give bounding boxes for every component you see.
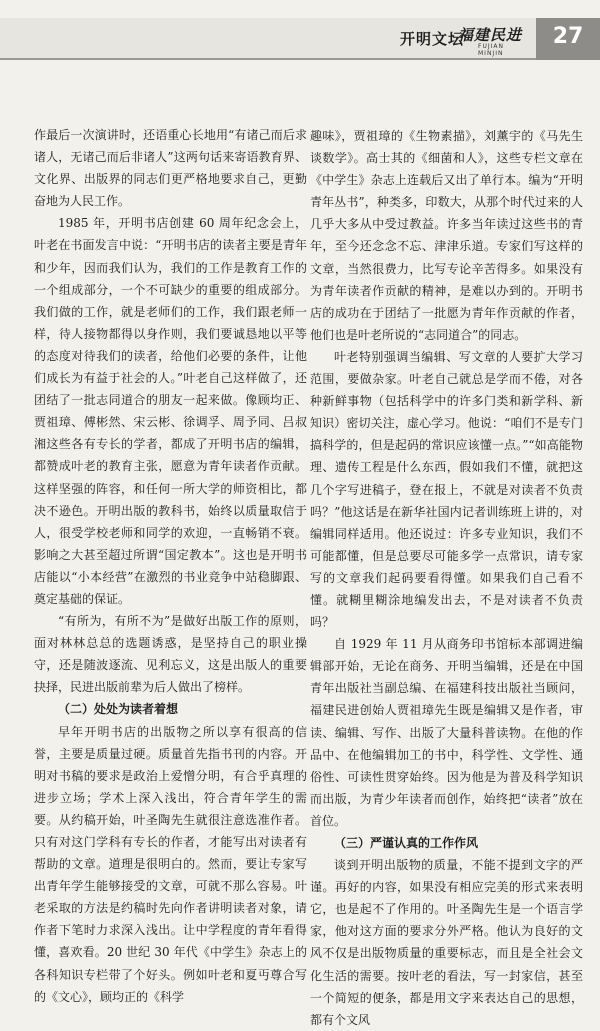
section-heading: （三）严谨认真的工作作风 (334, 836, 479, 850)
paragraph: 自 1929 年 11 月从商务印书馆标本部调进编辑部开始，无论在商务、开明当编辑，还是在中国青年出版社当副总编、在福建科技出版社当顾问，福建民进创始人贾祖璋先生既是编辑又是作者，审读、编辑、写作、出版了大量科普读物。在他的作品中、在他编辑加工的书中，科学性、文学性、通俗性、可读性贯穿始终。因为他是为普及科学知识而出版，为青少年读者而创作，始终把“读者”放在首位。 (310, 637, 583, 828)
paragraph: 叶老特别强调当编辑、写文章的人要扩大学习范围，要做杂家。叶老自己就总是学而不倦，对各种新鲜事物（包括科学中的许多门类和新学科、新知识）密切关注，虚心学习。他说：“咱们不是专门搞科学的，但是起码的常识应该懂一点。”“如高能物理、遗传工程是什么东西，假如我们不懂，就把这几个字写进稿子，登在报上，不就是对读者不负责吗？”他这话是在新华社国内记者训练班上讲的，对编辑同样适用。他还说过：许多专业知识，我们不可能都懂，但是总要尽可能多学一点常识，请专家写的文章我们起码要看得懂。如果我们自己看不懂。就糊里糊涂地编发出去，不是对读者不负责吗？ (310, 349, 583, 630)
page-header (0, 0, 600, 68)
column-title: 开明文坛 (400, 30, 465, 48)
page-number: 27 (552, 24, 584, 49)
section-heading: （二）处处为读者着想 (58, 702, 179, 717)
page-number-box (536, 18, 600, 60)
logo-text: 福建民进 (458, 26, 523, 44)
paragraph: 早年开明书店的出版物之所以享有很高的信誉，主要是质量过硬。质量首先指书刊的内容。开明对书稿的要求是政治上爱憎分明，有合乎真理的进步立场；学术上深入浅出，符合青年学生的需要。从约稿开始，叶圣陶先生就很注意选准作者。只有对这门学科有专长的作者，才能写出对读者有帮助的文章。道理是很明白的。然而，要让专家写出青年学生能够接受的文章，可就不那么容易。叶老采取的方法是约稿时先向作者讲明读者对象，请作者下笔时力求深入浅出。让中学程度的青年看得懂，喜欢看。20 世纪 30 年代《中学生》杂志上的各科知识专栏带了个好头。例如叶老和夏丏尊合写的《文心》，顾均正的《科学 (34, 724, 307, 1004)
paragraph: 1985 年，开明书店创建 60 周年纪念会上，叶老在书面发言中说：“开明书店的读者主要是青年和少年，因而我们认为，我们的工作是教育工作的一个组成部分，一个不可缺少的重要的组成部分。我们做的工作，就是老师们的工作，我们跟老师一样，待人接物都得以身作则，我们要诚恳地以平等的态度对待我们的读者，给他们必要的条件，让他们成长为有益于社会的人。”叶老自己这样做了，还团结了一批志同道合的朋友一起来做。像顾均正、贾祖璋、傅彬然、宋云彬、徐调孚、周予同、吕叔湘这些各有专长的学者，都成了开明书店的编辑，都赞成叶老的教育主张，愿意为青年读者作贡献。这样坚强的阵容，和任何一所大学的师资相比，都决不逊色。开明出版的教科书，始终以质量取信于人，很受学校老师和同学的欢迎，一直畅销不衰。影响之大甚至超过所谓“国定教本”。这也是开明书店能以“小本经营”在激烈的书业竞争中站稳脚跟、奠定基础的保证。 (34, 216, 307, 606)
paragraph: 谈到开明出版物的质量，不能不提到文字的严谨。再好的内容，如果没有相应完美的形式来表明它，也是起不了作用的。叶圣陶先生是一个语言学家，他对这方面的要求分外严格。他认为良好的文风不仅是出版物质量的重要标志，而且是全社会文化生活的需要。按叶老的看法，写一封家信，甚至一个简短的便条，都是用文字来表达自己的思想，都有个文风 (310, 858, 583, 1027)
paragraph: 作最后一次演讲时，还语重心长地用“有诸己而后求诸人，无诸己而后非诸人”这两句话来寄语教育界、文化界、出版界的同志们更严格地要求自己，更勤奋地为人民工作。 (34, 128, 307, 209)
header-rule (0, 58, 536, 60)
logo-subtitle: FUJIAN MINJIN (478, 43, 504, 57)
right-column (310, 125, 583, 1031)
magazine-logo (456, 22, 532, 56)
paragraph: “有所为，有所不为”是做好出版工作的原则，面对林林总总的选题诱惑，是坚持自己的职业操守，还是随波逐流、见利忘义，这是出版人的重要抉择，民进出版前辈为后人做出了榜样。 (34, 614, 307, 695)
paragraph: 趣味》，贾祖璋的《生物素描》，刘薰宇的《马先生谈数学》。高士其的《细菌和人》，这些专栏文章在《中学生》杂志上连载后又出了单行本。编为“开明青年丛书”，种类多，印数大，从那个时代过来的人几乎大多从中受过教益。许多当年读过这些书的青年，至今还念念不忘、津津乐道。专家们写这样的文章，当然很费力，比写专论辛苦得多。如果没有为青年读者作贡献的精神，是难以办到的。开明书店的成功在于团结了一批愿为青年作贡献的作者，他们也是叶老所说的“志同道合”的同志。 (310, 129, 583, 342)
left-column (34, 124, 307, 1008)
